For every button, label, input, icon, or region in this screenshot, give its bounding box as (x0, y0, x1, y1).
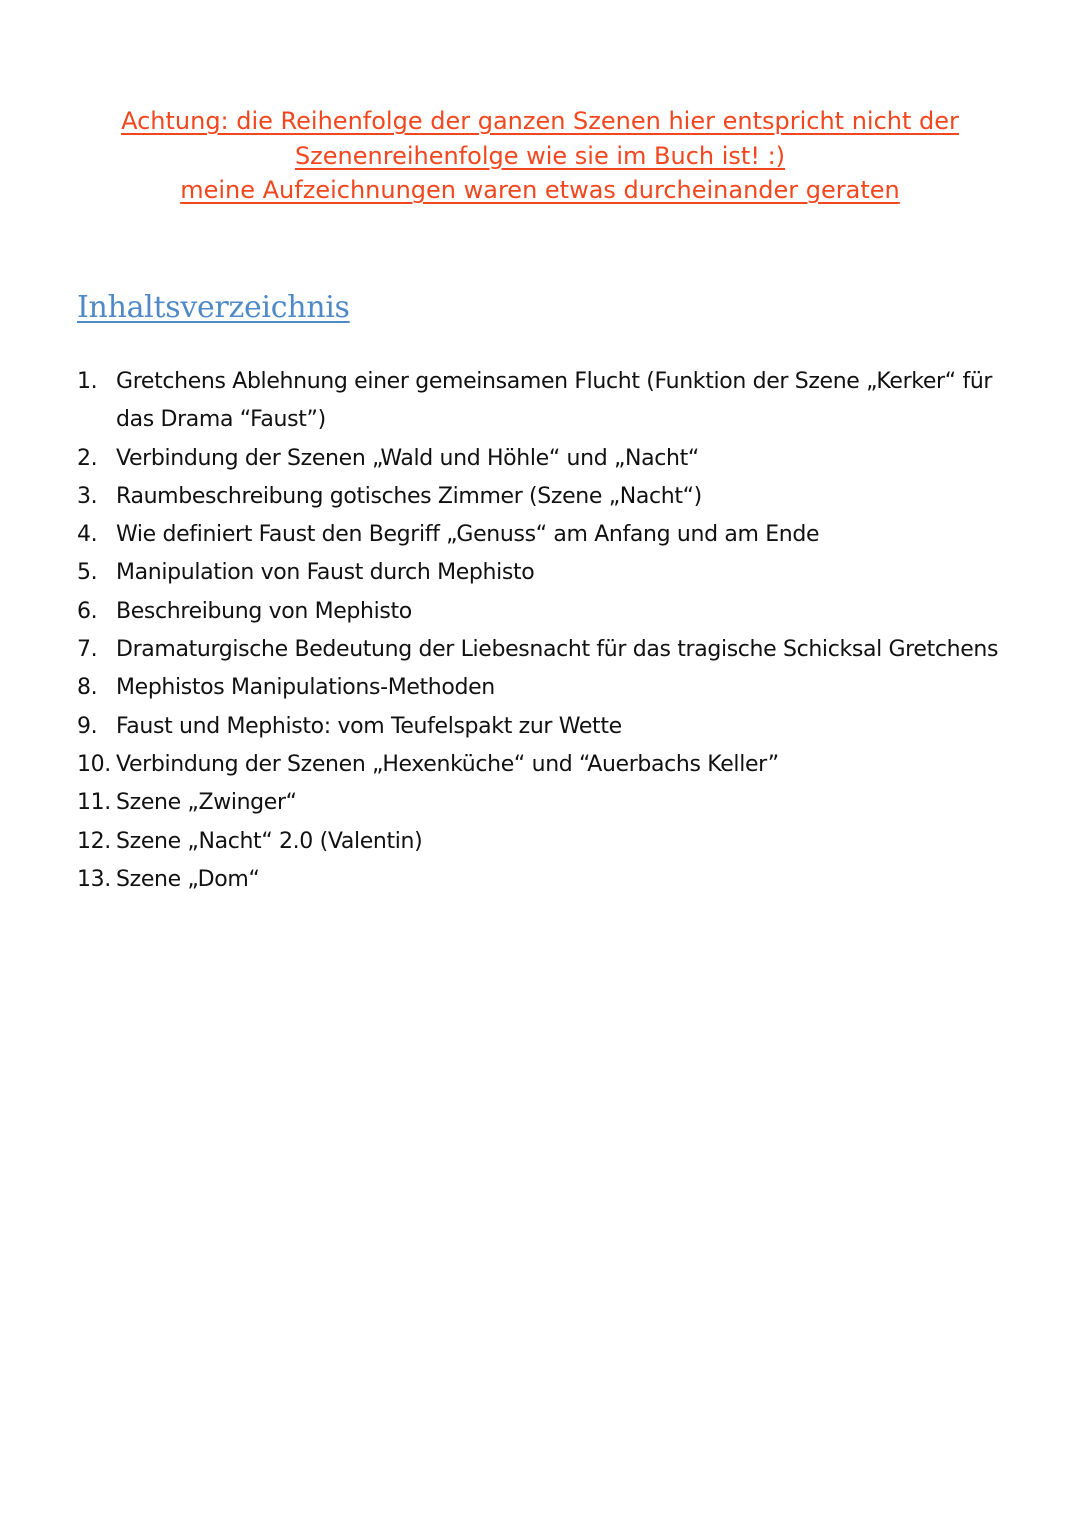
toc-item-number: 3. (77, 483, 98, 509)
warning-notice-line-3: meine Aufzeichnungen waren etwas durcheinander geraten (180, 176, 900, 204)
warning-notice-line-1: Achtung: die Reihenfolge der ganzen Szenen hier entspricht nicht der (121, 107, 959, 135)
toc-item-text: Beschreibung von Mephisto (116, 598, 412, 624)
toc-item (77, 708, 1007, 746)
toc-item-text: Dramaturgische Bedeutung der Liebesnacht für das tragische Schicksal Gretchens (116, 637, 999, 663)
toc-item-text: Szene „Zwinger“ (116, 790, 297, 816)
toc-item (77, 631, 1007, 669)
toc-item-number: 7. (77, 637, 98, 663)
toc-item (77, 554, 1007, 592)
toc-item-number: 11. (77, 790, 111, 816)
toc-item-text: Szene „Dom“ (116, 866, 260, 892)
toc-item (77, 593, 1007, 631)
toc-item-text: Manipulation von Faust durch Mephisto (116, 560, 535, 586)
toc-item-text: Wie definiert Faust den Begriff „Genuss“ am Anfang und am Ende (116, 522, 820, 548)
toc-item-text: Faust und Mephisto: vom Teufelspakt zur Wette (116, 713, 622, 739)
toc-item-text: Verbindung der Szenen „Hexenküche“ und “Auerbachs Keller” (116, 751, 779, 777)
warning-notice-line-2: Szenenreihenfolge wie sie im Buch ist! :) (294, 141, 786, 170)
toc-item (77, 861, 1007, 899)
toc-item (77, 516, 1007, 554)
toc-item-text: Mephistos Manipulations-Methoden (116, 675, 495, 701)
toc-item (77, 363, 1007, 440)
toc-item-text: Verbindung der Szenen „Wald und Höhle“ und „Nacht“ (116, 445, 699, 471)
toc-item-number: 13. (77, 866, 111, 892)
table-of-contents-list (77, 363, 1007, 899)
toc-item-number: 12. (77, 828, 111, 854)
toc-item-number: 2. (77, 445, 98, 471)
toc-item (77, 669, 1007, 707)
toc-item (77, 823, 1007, 861)
toc-item-text: Gretchens Ablehnung einer gemeinsamen Flucht (Funktion der Szene „Kerker“ für das Drama “Faust”) (116, 369, 993, 433)
toc-item-number: 8. (77, 675, 98, 701)
toc-item (77, 784, 1007, 822)
toc-item-text: Szene „Nacht“ 2.0 (Valentin) (116, 828, 423, 854)
toc-item-number: 4. (77, 522, 98, 548)
toc-item-text: Raumbeschreibung gotisches Zimmer (Szene „Nacht“) (116, 483, 702, 509)
toc-item-number: 1. (77, 369, 98, 394)
toc-item (77, 746, 1007, 784)
table-of-contents-title: Inhaltsverzeichnis (77, 290, 350, 325)
toc-item (77, 478, 1007, 516)
toc-item-number: 6. (77, 598, 98, 624)
toc-item (77, 440, 1007, 478)
warning-notice (0, 104, 1080, 208)
toc-item-number: 5. (77, 560, 98, 586)
toc-item-number: 9. (77, 713, 98, 739)
toc-item-number: 10. (77, 751, 111, 777)
